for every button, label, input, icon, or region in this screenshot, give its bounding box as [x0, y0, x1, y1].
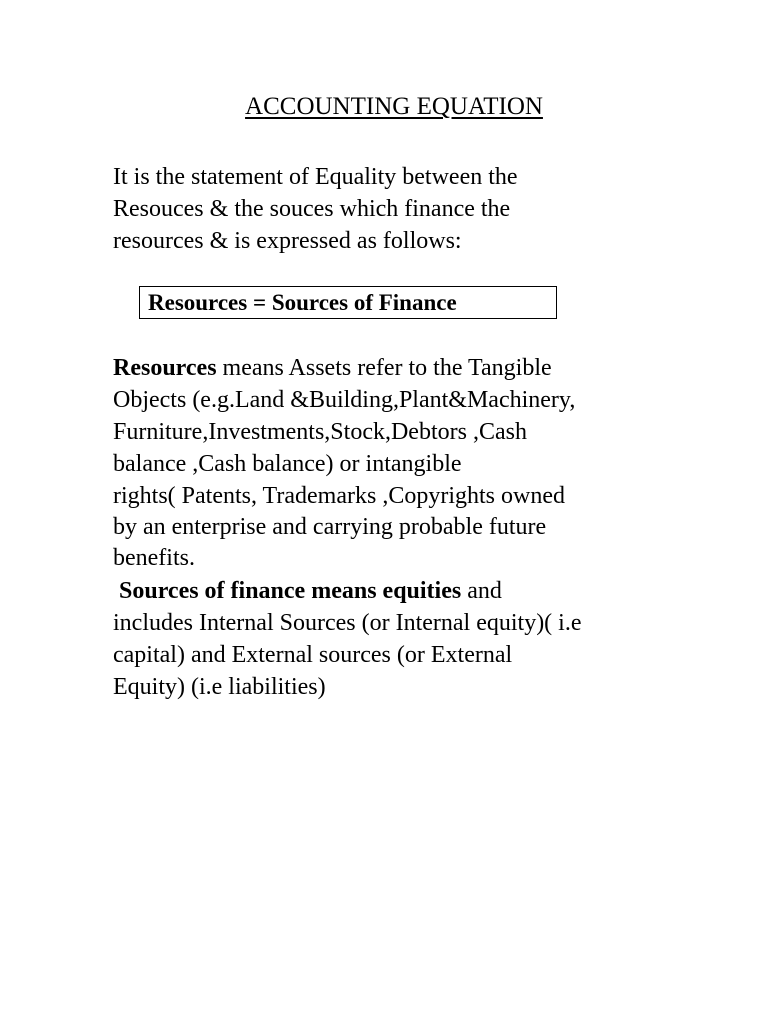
resources-line-1-rest: means Assets refer to the Tangible — [216, 355, 552, 381]
sources-line-4: Equity) (i.e liabilities) — [113, 674, 326, 700]
sources-term: Sources of finance means equities — [113, 578, 462, 604]
intro-line-2: Resouces & the souces which finance the — [113, 196, 511, 222]
equation-box — [139, 286, 557, 319]
resources-line-4: balance ,Cash balance) or intangible — [113, 451, 462, 477]
resources-line-1 — [113, 353, 552, 383]
sources-line-1 — [113, 576, 502, 606]
sources-line-2: includes Internal Sources (or Internal equity)( i.e — [113, 610, 582, 636]
resources-line-6: by an enterprise and carrying probable future — [113, 514, 547, 540]
equation-text: Resources = Sources of Finance — [148, 290, 457, 315]
resources-line-7: benefits. — [113, 545, 195, 571]
sources-line-1-rest: and — [461, 578, 502, 604]
sources-line-3: capital) and External sources (or External — [113, 642, 513, 668]
resources-term: Resources — [113, 355, 217, 381]
resources-line-3: Furniture,Investments,Stock,Debtors ,Cash — [113, 419, 527, 445]
intro-line-3: resources & is expressed as follows: — [113, 228, 462, 254]
document-title: ACCOUNTING EQUATION — [245, 93, 543, 120]
intro-line-1: It is the statement of Equality between the — [113, 164, 518, 190]
resources-line-2: Objects (e.g.Land &Building,Plant&Machinery, — [113, 387, 576, 413]
resources-line-5: rights( Patents, Trademarks ,Copyrights owned — [113, 483, 565, 509]
